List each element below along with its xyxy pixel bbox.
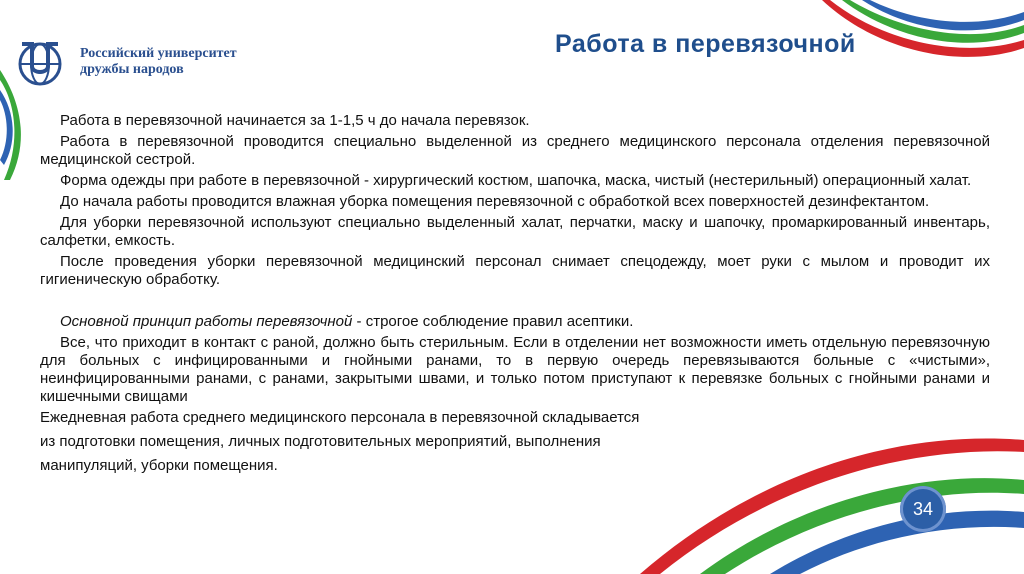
page-number-badge: 34 [900,486,946,532]
principle-emphasis: Основной принцип работы перевязочной [60,313,353,330]
paragraph-1: Работа в перевязочной начинается за 1-1,5 ч до начала перевязок. [60,112,530,129]
top-blue-stripe [862,0,1024,30]
principle-text: - строгое соблюдение правил асептики. [352,313,634,330]
paragraph-9: Ежедневная работа среднего медицинского персонала в перевязочной складывается [40,409,640,426]
university-logo [14,38,274,88]
logo-line-1: Российский университет [80,46,237,61]
slide-body [40,112,990,481]
paragraph-6: После проведения уборки перевязочной медицинский персонал снимает спецодежду, моет руки с мылом и проводит их гигиеническую обработку. [40,253,990,288]
paragraph-11: манипуляций, уборки помещения. [40,457,278,474]
slide-title: Работа в перевязочной [555,30,856,58]
paragraph-3: Форма одежды при работе в перевязочной - хирургический костюм, шапочка, маска, чистый (нестерильный) операционный халат. [60,172,972,189]
globe-emblem-icon [14,38,70,88]
logo-line-2: дружбы народов [80,62,184,77]
paragraph-2: Работа в перевязочной проводится специально выделенной из среднего медицинского персонала отделения перевязочной медицинской сестрой. [40,133,990,168]
paragraph-5: Для уборки перевязочной используют специально выделенный халат, перчатки, маску и шапочку, промаркированный инвентарь, салфетки, емкость. [40,214,990,249]
paragraph-8: Все, что приходит в контакт с раной, должно быть стерильным. Если в отделении нет возможности иметь отдельную перевязочную для больных с инфицированными и гнойными ранами, то в первую очередь перевязываются больные с «чистыми», неинфицированными ранами, с ранами, закрытыми швами, и только потом приступают к перевязке больных с гнойными ранами и кишечными свищами [40,334,990,405]
paragraph-4: До начала работы проводится влажная уборка помещения перевязочной с обработкой всех поверхностей дезинфектантом. [60,193,930,210]
logo-text [80,46,237,78]
paragraph-10: из подготовки помещения, личных подготовительных мероприятий, выполнения [40,433,601,450]
paragraph-7 [40,313,990,331]
